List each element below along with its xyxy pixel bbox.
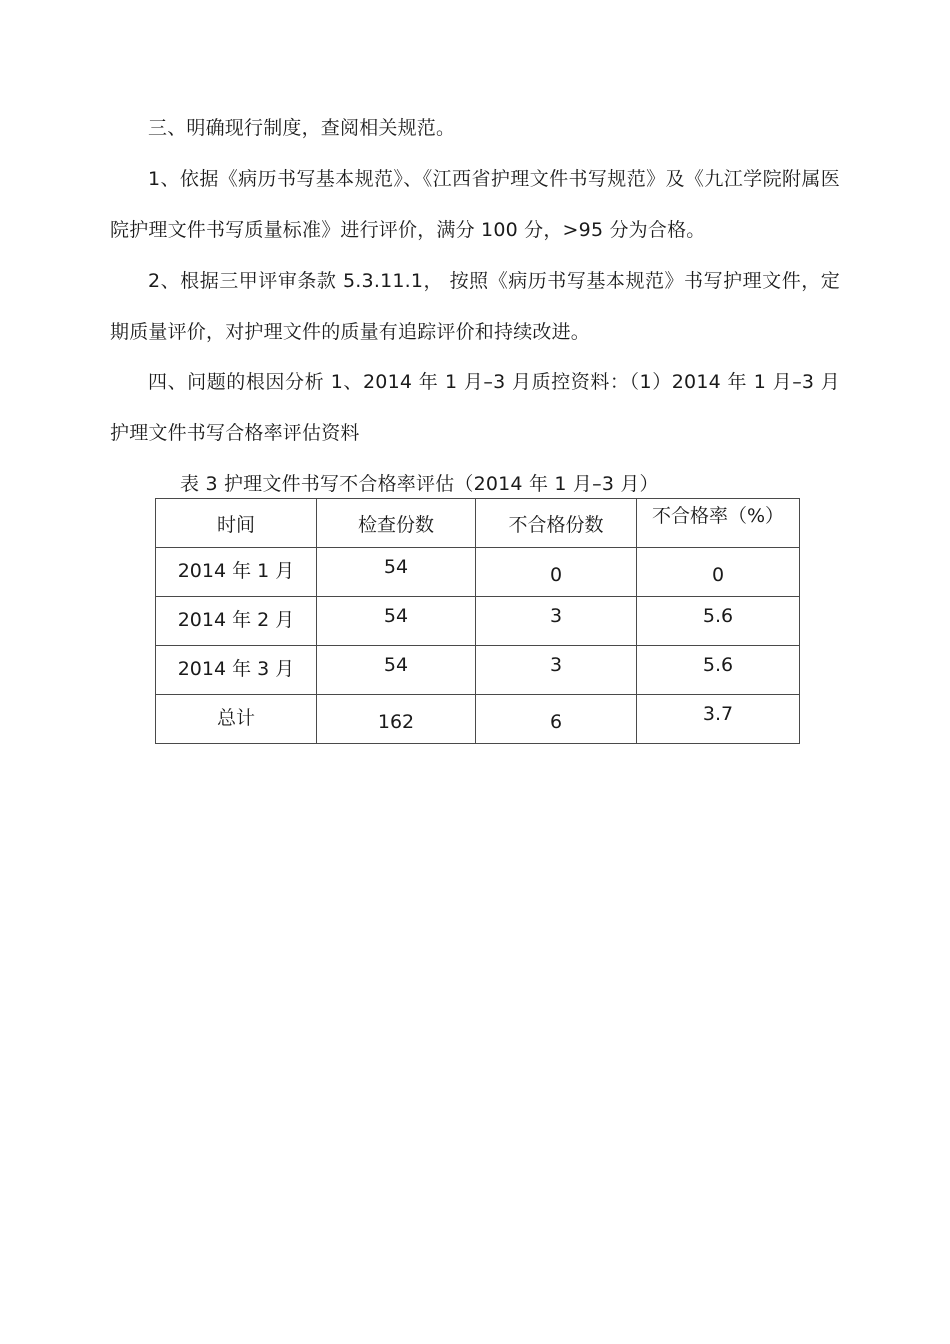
cell-defect-rate: 0 xyxy=(637,548,800,597)
table-caption: 表 3 护理文件书写不合格率评估（2014 年 1 月–3 月） xyxy=(180,473,659,495)
cell-defect-rate: 5.6 xyxy=(637,646,800,695)
cell-checked-count: 54 xyxy=(317,646,476,695)
header-cell-checked-count: 检查份数 xyxy=(317,499,476,548)
table-row xyxy=(156,646,800,695)
cell-total-defects: 6 xyxy=(476,695,637,744)
table-row xyxy=(156,548,800,597)
cell-total-label: 总计 xyxy=(156,695,317,744)
cell-defect-count: 0 xyxy=(476,548,637,597)
cell-defect-rate: 5.6 xyxy=(637,597,800,646)
header-cell-time: 时间 xyxy=(156,499,317,548)
table-row xyxy=(156,597,800,646)
cell-defect-count: 3 xyxy=(476,646,637,695)
cell-time: 2014 年 3 月 xyxy=(156,646,317,695)
header-cell-defect-count: 不合格份数 xyxy=(476,499,637,548)
cell-checked-count: 54 xyxy=(317,548,476,597)
cell-total-checked: 162 xyxy=(317,695,476,744)
paragraph-evaluation-basis: 1、依据《病历书写基本规范》、《江西省护理文件书写规范》及《九江学院附属医院护理文件书写质量标准》进行评价，满分 100 分，>95 分为合格。 xyxy=(110,168,840,241)
cell-checked-count: 54 xyxy=(317,597,476,646)
table-header-row xyxy=(156,499,800,548)
cell-defect-count: 3 xyxy=(476,597,637,646)
cell-time: 2014 年 1 月 xyxy=(156,548,317,597)
section-heading-3: 三、明确现行制度，查阅相关规范。 xyxy=(148,117,456,139)
cell-time: 2014 年 2 月 xyxy=(156,597,317,646)
defect-rate-table xyxy=(155,498,800,744)
section-heading-4-root-cause: 四、问题的根因分析 1、2014 年 1 月–3 月质控资料：（1）2014 年 1 月–3 月护理文件书写合格率评估资料 xyxy=(110,371,840,444)
table-row-total xyxy=(156,695,800,744)
cell-total-rate: 3.7 xyxy=(637,695,800,744)
header-cell-defect-rate: 不合格率（%） xyxy=(637,499,800,548)
paragraph-review-clause: 2、根据三甲评审条款 5.3.11.1， 按照《病历书写基本规范》书写护理文件，定期质量评价，对护理文件的质量有追踪评价和持续改进。 xyxy=(110,270,840,343)
